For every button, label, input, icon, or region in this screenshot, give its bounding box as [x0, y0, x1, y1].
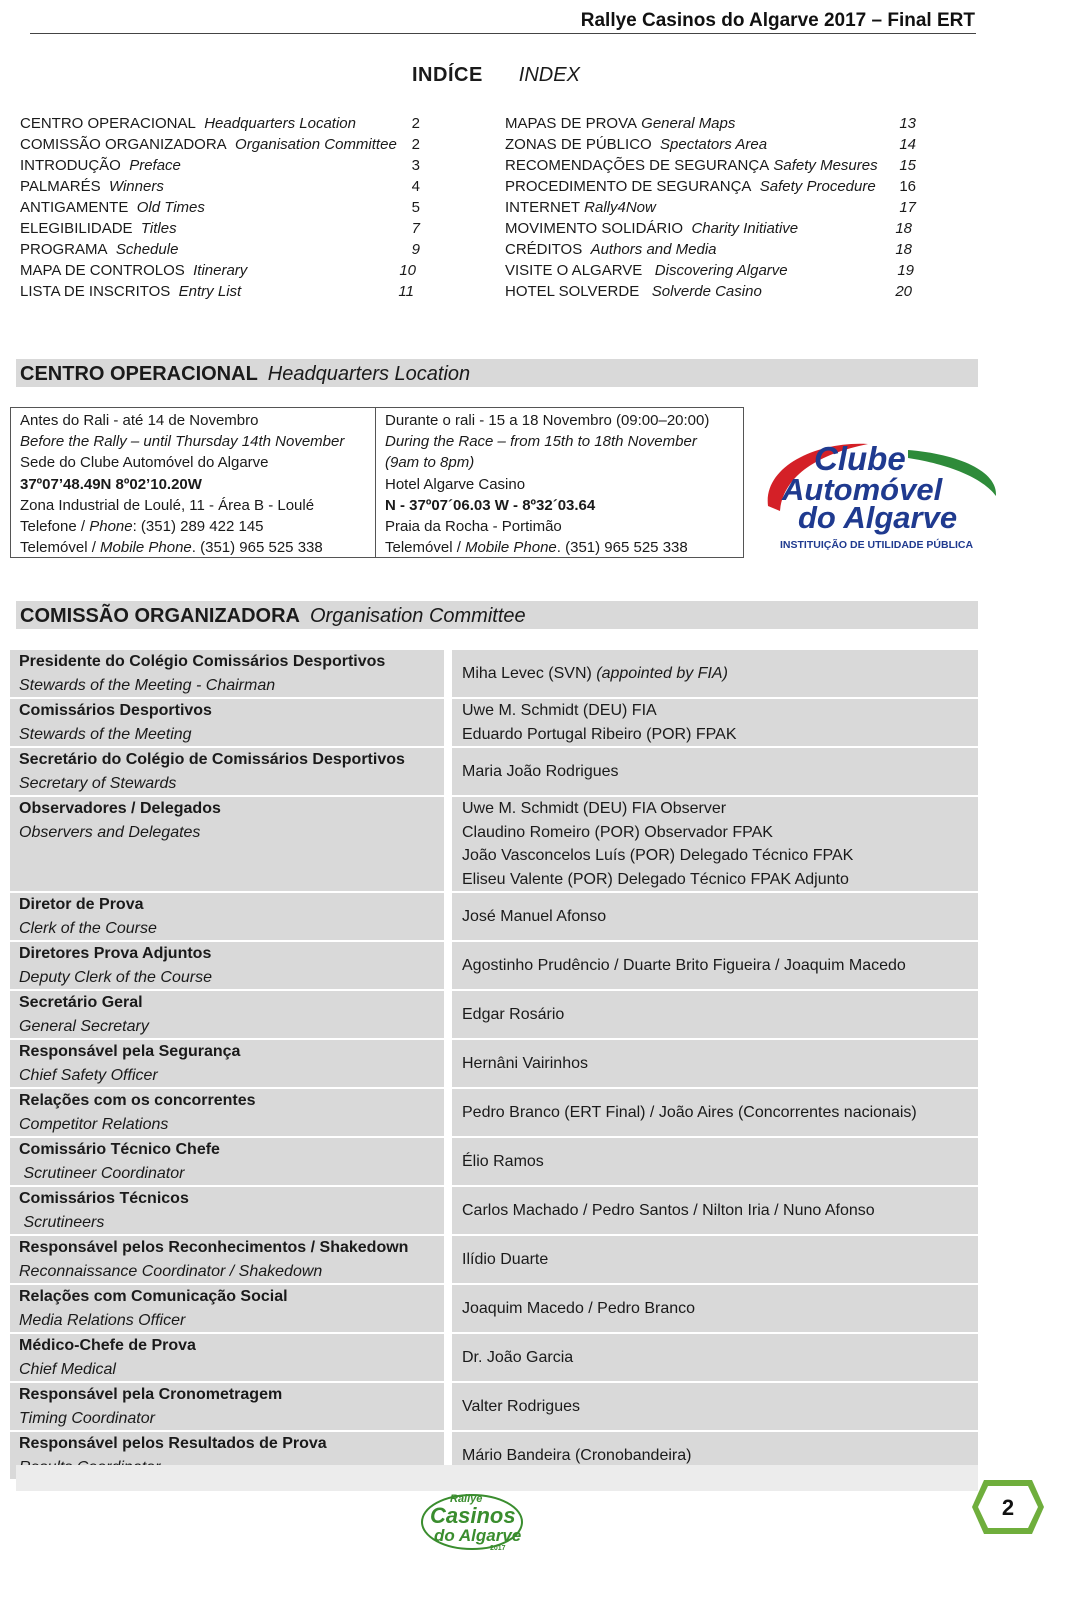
- toc-entry-pt: ELEGIBILIDADE: [20, 220, 133, 237]
- role-title-pt: Comissários Desportivos: [19, 702, 212, 719]
- toc-entry[interactable]: [20, 134, 420, 155]
- toc-entry-en: Discovering Algarve: [654, 262, 788, 279]
- table-row: [10, 1382, 978, 1431]
- clube-automovel-algarve-logo: [758, 436, 1002, 554]
- toc-left-column: [20, 113, 420, 302]
- section-heading-en: Headquarters Location: [267, 363, 471, 385]
- header-divider: [30, 33, 976, 34]
- person-name: Ilídio Duarte: [462, 1250, 549, 1268]
- role-cell: [10, 1235, 444, 1284]
- role-title-pt: Responsável pela Segurança: [19, 1043, 241, 1060]
- table-row: [10, 747, 978, 796]
- person-name: Agostinho Prudêncio / Duarte Brito Figueira / Joaquim Macedo: [462, 956, 906, 974]
- person-cell: [452, 1137, 978, 1186]
- logo-text-line: Clube: [814, 440, 906, 477]
- person-cell: [452, 1235, 978, 1284]
- section-heading-headquarters: [16, 359, 978, 387]
- person-cell: [452, 892, 978, 941]
- document-header-title: Rallye Casinos do Algarve 2017 – Final ERT: [580, 10, 975, 31]
- toc-entry-page: 5: [411, 199, 420, 216]
- logo-text-line: do Algarve: [434, 1526, 522, 1545]
- toc-entry-en: Organisation Committee: [235, 136, 397, 153]
- table-row: [10, 1039, 978, 1088]
- person-name: José Manuel Afonso: [462, 907, 607, 925]
- logo-year: 2017: [490, 1545, 506, 1552]
- person-name: Edgar Rosário: [462, 1005, 565, 1023]
- toc-entry-en: Headquarters Location: [204, 115, 356, 132]
- role-title-en: Timing Coordinator: [19, 1409, 155, 1427]
- toc-entry-page: 2: [411, 115, 420, 132]
- hq-during-address: Praia da Rocha - Portimão: [385, 518, 562, 536]
- role-title-pt: Relações com os concorrentes: [19, 1092, 256, 1109]
- toc-entry-pt: COMISSÃO ORGANIZADORA: [20, 136, 227, 153]
- role-title-en: Clerk of the Course: [19, 919, 157, 937]
- person-name: Uwe M. Schmidt (DEU) FIA: [462, 702, 657, 719]
- hq-before-line: Sede do Clube Automóvel do Algarve: [20, 454, 269, 472]
- column-gap: [444, 1284, 452, 1333]
- role-cell: [10, 698, 444, 747]
- table-row: [10, 892, 978, 941]
- role-cell: [10, 796, 444, 892]
- person-name: Eliseu Valente (POR) Delegado Técnico FPAK Adjunto: [462, 870, 849, 888]
- toc-entry-page: 13: [899, 115, 916, 132]
- toc-entry[interactable]: [505, 239, 916, 260]
- toc-entry[interactable]: [505, 260, 916, 281]
- toc-entry[interactable]: [20, 176, 420, 197]
- index-title-en: INDEX: [518, 64, 580, 86]
- column-gap: [444, 1333, 452, 1382]
- column-gap: [444, 747, 452, 796]
- person-cell: [452, 1284, 978, 1333]
- mobile-value: . (351) 965 525 338: [191, 539, 323, 557]
- person-cell: [452, 1039, 978, 1088]
- person-cell: [452, 796, 978, 892]
- person-name: Pedro Branco (ERT Final) / João Aires (Concorrentes nacionais): [462, 1103, 917, 1121]
- committee-table: [10, 650, 978, 1481]
- index-title: [412, 64, 580, 87]
- toc-entry-en: Preface: [129, 157, 181, 174]
- toc-entry-pt: HOTEL SOLVERDE: [505, 283, 640, 300]
- toc-entry-pt: PALMARÉS: [20, 178, 101, 195]
- role-title-pt: Presidente do Colégio Comissários Desportivos: [19, 653, 386, 670]
- table-row: [10, 990, 978, 1039]
- hq-before-coordinates: 37º07’48.49N 8º02’10.20W: [20, 475, 202, 493]
- toc-entry-en: Old Times: [136, 199, 205, 216]
- role-title-en: Chief Medical: [19, 1360, 116, 1378]
- toc-entry-pt: CENTRO OPERACIONAL: [20, 115, 196, 132]
- toc-entry-en: Rally4Now: [584, 199, 656, 216]
- table-row: [10, 941, 978, 990]
- toc-entry-en: Itinerary: [193, 262, 248, 279]
- table-row: [10, 1186, 978, 1235]
- toc-entry-en: Solverde Casino: [651, 283, 762, 300]
- hq-during-rally: [376, 408, 743, 557]
- person-name: Maria João Rodrigues: [462, 762, 619, 780]
- person-cell: [452, 941, 978, 990]
- toc-entry-pt: ZONAS DE PÚBLICO: [505, 136, 652, 153]
- toc-entry-pt: MOVIMENTO SOLIDÁRIO: [505, 220, 684, 237]
- phone-value: : (351) 289 422 145: [132, 518, 264, 536]
- person-cell: [452, 747, 978, 796]
- person-cell: [452, 1333, 978, 1382]
- person-cell: [452, 1382, 978, 1431]
- toc-entry[interactable]: [20, 155, 420, 176]
- toc-entry-page: 3: [411, 157, 420, 174]
- hq-during-mobile: [385, 537, 743, 558]
- toc-entry-en: Spectators Area: [660, 136, 768, 153]
- section-heading-en: Organisation Committee: [310, 605, 526, 627]
- role-cell: [10, 650, 444, 698]
- toc-entry[interactable]: [20, 218, 420, 239]
- role-cell: [10, 747, 444, 796]
- hq-during-line: (9am to 8pm): [385, 454, 475, 472]
- phone-label-en: Phone: [89, 518, 133, 536]
- section-heading-committee: [16, 601, 978, 629]
- person-name: Carlos Machado / Pedro Santos / Nilton Iria / Nuno Afonso: [462, 1201, 875, 1219]
- role-title-en: Secretary of Stewards: [19, 774, 177, 792]
- toc-entry[interactable]: [505, 218, 916, 239]
- role-title-en: Chief Safety Officer: [19, 1066, 158, 1084]
- page-number-badge: [970, 1478, 1046, 1536]
- hq-during-line: During the Race – from 15th to 18th November: [385, 433, 697, 451]
- toc-entry-en: Authors and Media: [590, 241, 717, 258]
- toc-entry-pt: RECOMENDAÇÕES DE SEGURANÇA: [505, 157, 770, 174]
- role-cell: [10, 1088, 444, 1137]
- toc-entry-page: 19: [897, 262, 914, 279]
- logo-text-line: Casinos: [430, 1503, 516, 1528]
- role-title-pt: Secretário Geral: [19, 994, 143, 1011]
- toc-entry[interactable]: [505, 176, 916, 197]
- role-title-pt: Diretor de Prova: [19, 896, 144, 913]
- table-row: [10, 1235, 978, 1284]
- role-title-pt: Responsável pelos Resultados de Prova: [19, 1435, 327, 1452]
- person-name: Eduardo Portugal Ribeiro (POR) FPAK: [462, 725, 737, 743]
- person-cell: [452, 990, 978, 1039]
- column-gap: [444, 698, 452, 747]
- person-name: Joaquim Macedo / Pedro Branco: [462, 1299, 696, 1317]
- toc-entry[interactable]: [20, 281, 420, 302]
- hq-during-venue: Hotel Algarve Casino: [385, 475, 526, 493]
- toc-entry-pt: INTRODUÇÃO: [20, 157, 121, 174]
- hq-before-mobile: [20, 537, 375, 558]
- table-row: [10, 1088, 978, 1137]
- person-cell: [452, 1186, 978, 1235]
- person-cell: [452, 650, 978, 698]
- toc-entry-en: Safety Procedure: [759, 178, 876, 195]
- hq-before-phone: [20, 516, 375, 537]
- person-name: Valter Rodrigues: [462, 1397, 580, 1415]
- role-title-pt: Médico-Chefe de Prova: [19, 1337, 196, 1354]
- index-title-pt: INDÍCE: [412, 64, 483, 86]
- toc-entry-page: 18: [895, 220, 912, 237]
- toc-entry-pt: ANTIGAMENTE: [20, 199, 129, 216]
- table-row: [10, 796, 978, 892]
- column-gap: [444, 650, 452, 698]
- toc-entry-pt: VISITE O ALGARVE: [505, 262, 643, 279]
- toc-entry-en: Schedule: [115, 241, 179, 258]
- toc-entry-en: Entry List: [178, 283, 242, 300]
- role-title-pt: Comissários Técnicos: [19, 1190, 189, 1207]
- mobile-label: Telemóvel /: [20, 539, 101, 557]
- toc-entry-page: 15: [899, 157, 916, 174]
- person-name: Hernâni Vairinhos: [462, 1054, 588, 1072]
- role-title-pt: Secretário do Colégio de Comissários Desportivos: [19, 751, 405, 768]
- toc-entry-page: 7: [411, 220, 420, 237]
- table-row: [10, 1333, 978, 1382]
- toc-entry-en: Charity Initiative: [691, 220, 799, 237]
- column-gap: [444, 990, 452, 1039]
- hq-before-line: Before the Rally – until Thursday 14th November: [20, 433, 345, 451]
- page-number: 2: [1001, 1495, 1015, 1520]
- table-row: [10, 698, 978, 747]
- toc-entry-en: Titles: [140, 220, 177, 237]
- person-name: Uwe M. Schmidt (DEU) FIA Observer: [462, 800, 727, 817]
- role-title-en: Stewards of the Meeting - Chairman: [19, 676, 276, 694]
- toc-entry[interactable]: [505, 113, 916, 134]
- toc-entry-pt: MAPA DE CONTROLOS: [20, 262, 185, 279]
- toc-entry[interactable]: [505, 155, 916, 176]
- toc-entry-en: Winners: [108, 178, 164, 195]
- person-note: (appointed by FIA): [596, 664, 728, 682]
- toc-entry-page: 11: [398, 283, 414, 300]
- toc-entry[interactable]: [20, 197, 420, 218]
- logo-text-line: do Algarve: [798, 500, 958, 535]
- table-row: [10, 1137, 978, 1186]
- role-title-en: General Secretary: [19, 1017, 149, 1035]
- role-cell: [10, 1382, 444, 1431]
- column-gap: [444, 892, 452, 941]
- toc-entry-page: 16: [899, 178, 916, 195]
- logo-text-line: Rallye: [450, 1493, 483, 1505]
- person-cell: [452, 698, 978, 747]
- person-name: Mário Bandeira (Cronobandeira): [462, 1446, 692, 1464]
- toc-entry-page: 14: [899, 136, 916, 153]
- column-gap: [444, 1137, 452, 1186]
- hq-during-coordinates: N - 37º07´06.03 W - 8º32´03.64: [385, 496, 596, 514]
- role-cell: [10, 990, 444, 1039]
- role-title-en: Observers and Delegates: [19, 823, 201, 841]
- toc-entry-en: General Maps: [641, 115, 736, 132]
- hq-before-address: Zona Industrial de Loulé, 11 - Área B - Loulé: [20, 496, 315, 514]
- mobile-label-en: Mobile Phone: [100, 539, 192, 557]
- section-heading-pt: CENTRO OPERACIONAL: [20, 363, 258, 385]
- toc-entry-pt: LISTA DE INSCRITOS: [20, 283, 171, 300]
- headquarters-info-box: [10, 407, 744, 558]
- toc-entry[interactable]: [505, 197, 916, 218]
- role-title-pt: Responsável pela Cronometragem: [19, 1386, 283, 1403]
- column-gap: [444, 1186, 452, 1235]
- role-title-en: Reconnaissance Coordinator / Shakedown: [19, 1262, 323, 1280]
- person-cell: [452, 1088, 978, 1137]
- role-title-pt: Relações com Comunicação Social: [19, 1288, 288, 1305]
- toc-entry[interactable]: [20, 260, 420, 281]
- toc-entry[interactable]: [505, 281, 916, 302]
- role-cell: [10, 1333, 444, 1382]
- toc-entry[interactable]: [20, 113, 420, 134]
- role-title-en: Media Relations Officer: [19, 1311, 186, 1329]
- person-name: Élio Ramos: [462, 1152, 544, 1170]
- logo-tagline: INSTITUIÇÃO DE UTILIDADE PÚBLICA: [780, 539, 974, 551]
- role-title-pt: Observadores / Delegados: [19, 800, 221, 817]
- table-row: [10, 650, 978, 698]
- role-title-en: Deputy Clerk of the Course: [19, 968, 212, 986]
- toc-entry[interactable]: [505, 134, 916, 155]
- mobile-value: . (351) 965 525 338: [556, 539, 688, 557]
- column-gap: [444, 941, 452, 990]
- role-title-en: Competitor Relations: [19, 1115, 169, 1133]
- table-row: [10, 1284, 978, 1333]
- person-name: João Vasconcelos Luís (POR) Delegado Técnico FPAK: [462, 847, 854, 864]
- toc-entry-pt: INTERNET: [505, 199, 580, 216]
- person-name: Claudino Romeiro (POR) Observador FPAK: [462, 823, 773, 841]
- column-gap: [444, 1039, 452, 1088]
- role-cell: [10, 1186, 444, 1235]
- section-heading-pt: COMISSÃO ORGANIZADORA: [20, 605, 300, 627]
- hq-before-rally: [11, 408, 376, 557]
- role-title-pt: Responsável pelos Reconhecimentos / Shakedown: [19, 1239, 409, 1256]
- toc-entry-page: 20: [895, 283, 912, 300]
- mobile-label-en: Mobile Phone: [465, 539, 557, 557]
- toc-entry-page: 17: [899, 199, 916, 216]
- toc-entry-en: Safety Mesures: [773, 157, 878, 174]
- toc-entry-pt: MAPAS DE PROVA: [505, 115, 637, 132]
- toc-entry-page: 9: [411, 241, 420, 258]
- column-gap: [444, 1235, 452, 1284]
- hq-during-line: Durante o rali - 15 a 18 Novembro (09:00–20:00): [385, 412, 710, 429]
- role-cell: [10, 1039, 444, 1088]
- role-cell: [10, 892, 444, 941]
- role-title-en: Stewards of the Meeting: [19, 725, 192, 743]
- rallye-casinos-algarve-logo: [420, 1488, 524, 1552]
- role-cell: [10, 1137, 444, 1186]
- hq-before-line: Antes do Rali - até 14 de Novembro: [20, 412, 259, 429]
- toc-right-column: [505, 113, 916, 302]
- toc-entry-page: 2: [411, 136, 420, 153]
- toc-entry-page: 18: [895, 241, 912, 258]
- mobile-label: Telemóvel /: [385, 539, 466, 557]
- role-cell: [10, 941, 444, 990]
- person-name: Dr. João Garcia: [462, 1348, 574, 1366]
- role-title-en: Scrutineers: [19, 1213, 105, 1231]
- toc-entry-page: 4: [411, 178, 420, 195]
- person-name: Miha Levec (SVN): [462, 664, 597, 682]
- toc-entry-page: 10: [399, 262, 416, 279]
- phone-label: Telefone /: [20, 518, 90, 536]
- role-cell: [10, 1284, 444, 1333]
- toc-entry-pt: PROGRAMA: [20, 241, 108, 258]
- column-gap: [444, 1088, 452, 1137]
- column-gap: [444, 796, 452, 892]
- toc-entry-pt: CRÉDITOS: [505, 241, 583, 258]
- column-gap: [444, 1382, 452, 1431]
- role-title-pt: Diretores Prova Adjuntos: [19, 945, 212, 962]
- logo-text-line: Automóvel: [782, 472, 943, 507]
- toc-entry[interactable]: [20, 239, 420, 260]
- role-title-pt: Comissário Técnico Chefe: [19, 1141, 220, 1158]
- role-title-en: Scrutineer Coordinator: [19, 1164, 185, 1182]
- toc-entry-pt: PROCEDIMENTO DE SEGURANÇA: [505, 178, 752, 195]
